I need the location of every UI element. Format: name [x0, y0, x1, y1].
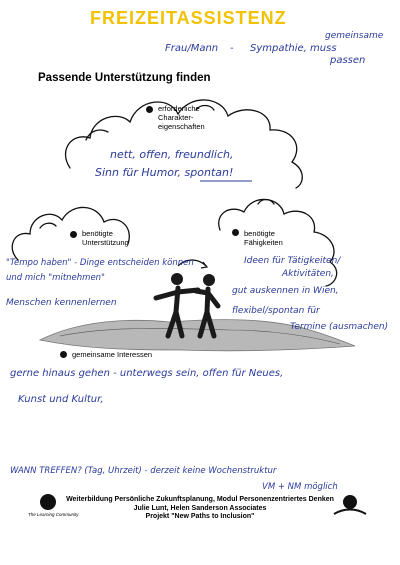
person-left-head — [171, 273, 183, 285]
meeting-time-note: WANN TREFFEN? (Tag, Uhrzeit) - derzeit keine Wochenstruktur — [10, 466, 277, 476]
cloud-right-label: benötigte Fähigkeiten — [244, 229, 283, 247]
interests-label: gemeinsame Interessen — [72, 350, 153, 359]
cloud-right-line1: Ideen für Tätigkeiten/ — [244, 256, 341, 266]
page-title: FREIZEITASSISTENZ — [90, 8, 287, 28]
top-note-above: gemeinsame — [325, 31, 384, 41]
cloud-right-line3: gut auskennen in Wien, — [232, 286, 339, 296]
top-note-right-2: passen — [330, 55, 366, 66]
footer-line3: Projekt "New Paths to Inclusion" — [145, 513, 255, 520]
cloud-left-label: benötigte Unterstützung — [82, 229, 129, 247]
top-note-dash: - — [230, 43, 234, 54]
person-right-head — [203, 274, 215, 286]
cloud-top-line1: nett, offen, freundlich, — [110, 148, 234, 161]
cloud-left-line2: und mich "mitnehmen" — [6, 273, 105, 283]
cloud-right-line4: flexibel/spontan für — [232, 306, 320, 316]
footer — [0, 496, 400, 522]
cloud-left-line3: Menschen kennenlernen — [6, 298, 117, 308]
cloud-top-line2: Sinn für Humor, spontan! — [95, 166, 234, 179]
section-heading: Passende Unterstützung finden — [38, 72, 211, 84]
interests-line1: gerne hinaus gehen - unterwegs sein, offen für Neues, — [10, 368, 284, 379]
top-note-left: Frau/Mann — [165, 43, 219, 54]
meeting-time-note-2: VM + NM möglich — [262, 482, 338, 492]
cloud-right-line5: Termine (ausmachen) — [290, 322, 389, 332]
footer-line1: Weiterbildung Persönliche Zukunftsplanung, Modul Personenzentriertes Denken — [66, 496, 334, 503]
top-note-right-1: Sympathie, muss — [250, 43, 337, 54]
cloud-left-line1: "Tempo haben" - Dinge entscheiden können — [6, 258, 194, 268]
interests-line2: Kunst und Kultur, — [18, 394, 104, 405]
cloud-right-line2: Aktivitäten, — [282, 269, 334, 279]
bullet-right — [232, 229, 239, 236]
bullet-top — [146, 106, 153, 113]
bullet-left — [70, 231, 77, 238]
learning-community-logo-text: The Learning Community — [28, 512, 79, 517]
footer-line2: Julie Lunt, Helen Sanderson Associates — [133, 504, 267, 512]
bullet-interests — [60, 351, 67, 358]
cloud-top-label: erforderliche Charakter-eigenschaften — [158, 104, 205, 131]
